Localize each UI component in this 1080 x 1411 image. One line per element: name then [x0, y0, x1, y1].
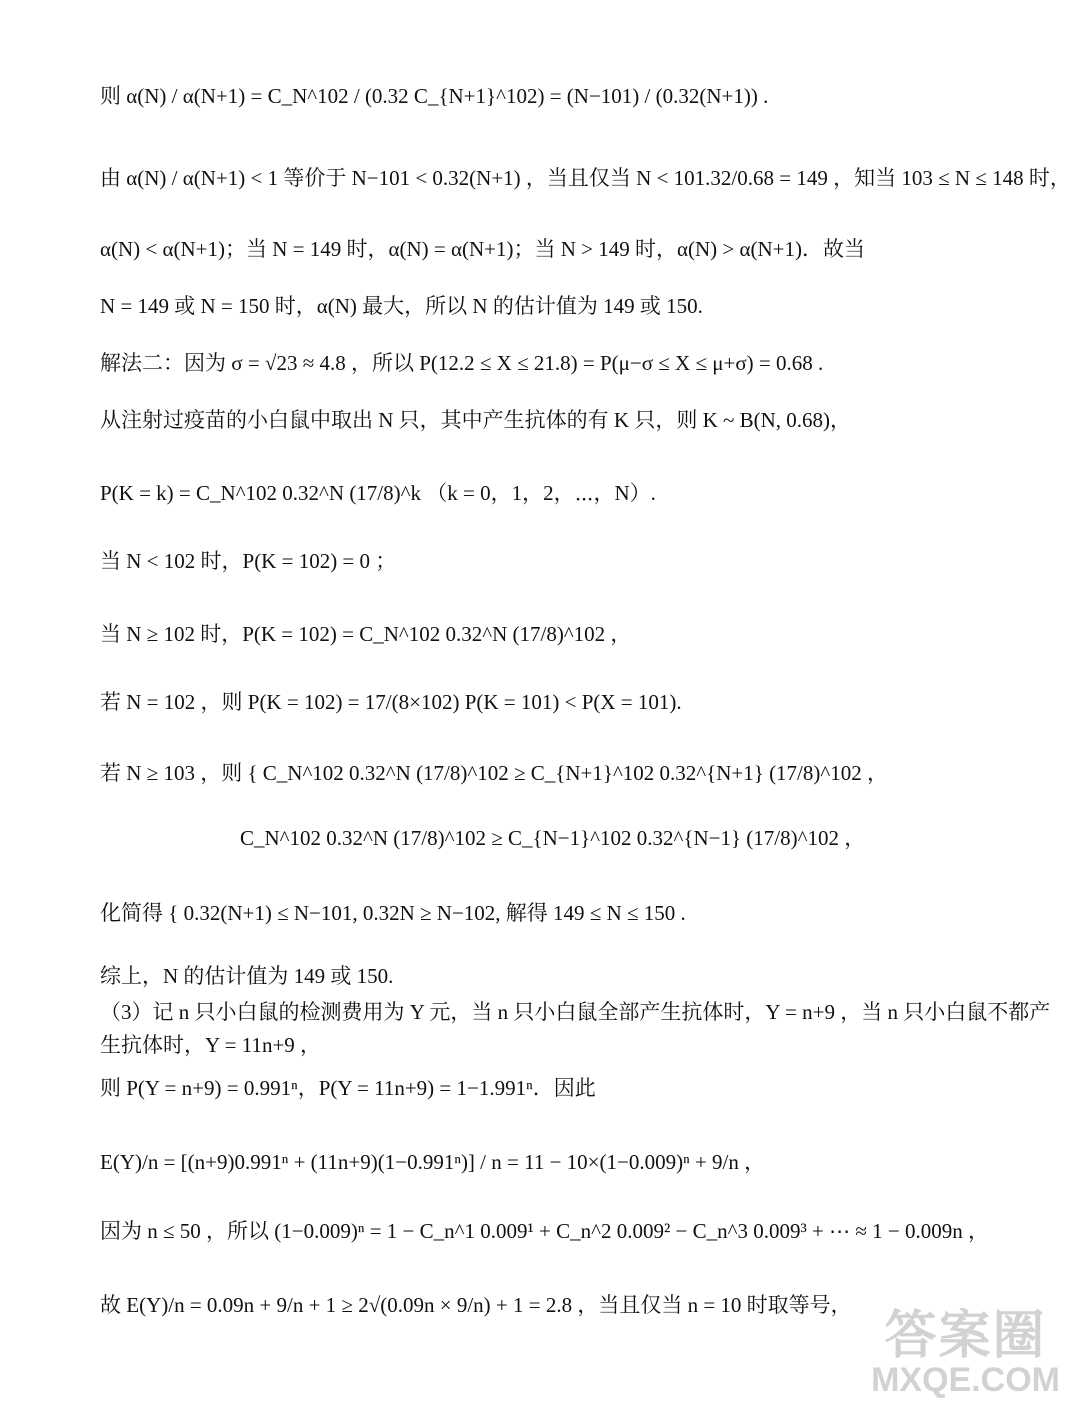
line-13: 化简得 { 0.32(N+1) ≤ N−101, 0.32N ≥ N−102, 解得 149 ≤ N ≤ 150 .	[100, 901, 686, 925]
line-9: 当 N ≥ 102 时，P(K = 102) = C_N^102 0.32^N (17/8)^102 ，	[100, 622, 632, 646]
line-16: 生抗体时，Y = 11n+9 ，	[100, 1033, 322, 1057]
line-6: 从注射过疫苗的小白鼠中取出 N 只，其中产生抗体的有 K 只，则 K ~ B(N, 0.68)，	[100, 408, 852, 432]
line-10: 若 N = 102 ，则 P(K = 102) = 17/(8×102) P(K = 101) < P(X = 101).	[100, 690, 682, 714]
line-15: （3）记 n 只小白鼠的检测费用为 Y 元，当 n 只小白鼠全部产生抗体时，Y = n+9 ，当 n 只小白鼠不都产	[100, 1000, 1051, 1024]
line-8: 当 N < 102 时，P(K = 102) = 0 ；	[100, 549, 397, 573]
watermark-logo	[871, 1306, 1060, 1399]
line-11: 若 N ≥ 103 ，则 { C_N^102 0.32^N (17/8)^102 ≥ C_{N+1}^102 0.32^{N+1} (17/8)^102 ，	[100, 761, 888, 785]
line-5: 解法二：因为 σ = √23 ≈ 4.8 ，所以 P(12.2 ≤ X ≤ 21.8) = P(μ−σ ≤ X ≤ μ+σ) = 0.68 .	[100, 351, 824, 375]
watermark-en: MXQE.COM	[871, 1360, 1060, 1399]
line-17: 则 P(Y = n+9) = 0.991ⁿ，P(Y = 11n+9) = 1−1.991ⁿ．因此	[100, 1076, 596, 1100]
watermark-cn: 答案圈	[884, 1306, 1047, 1365]
line-18: E(Y)/n = [(n+9)0.991ⁿ + (11n+9)(1−0.991ⁿ)] / n = 11 − 10×(1−0.009)ⁿ + 9/n ，	[100, 1150, 766, 1174]
line-12: C_N^102 0.32^N (17/8)^102 ≥ C_{N−1}^102 0.32^{N−1} (17/8)^102 ，	[240, 826, 866, 850]
line-19: 因为 n ≤ 50 ，所以 (1−0.009)ⁿ = 1 − C_n^1 0.009¹ + C_n^2 0.009² − C_n^3 0.009³ + ⋯ ≈ 1 − 0.009n ，	[100, 1219, 990, 1243]
line-3: α(N) < α(N+1)；当 N = 149 时，α(N) = α(N+1)；当 N > 149 时，α(N) > α(N+1)．故当	[100, 237, 866, 261]
line-2: 由 α(N) / α(N+1) < 1 等价于 N−101 < 0.32(N+1) ，当且仅当 N < 101.32/0.68 = 149 ，知当 103 ≤ N ≤ 148 时，	[100, 166, 1071, 190]
line-4: N = 149 或 N = 150 时，α(N) 最大，所以 N 的估计值为 149 或 150.	[100, 294, 703, 318]
line-14: 综上，N 的估计值为 149 或 150.	[100, 964, 394, 988]
line-20: 故 E(Y)/n = 0.09n + 9/n + 1 ≥ 2√(0.09n × 9/n) + 1 = 2.8 ，当且仅当 n = 10 时取等号，	[100, 1293, 852, 1317]
line-7: P(K = k) = C_N^102 0.32^N (17/8)^k （k = 0，1，2，⋯，N）.	[100, 481, 656, 505]
line-1: 则 α(N) / α(N+1) = C_N^102 / (0.32 C_{N+1}^102) = (N−101) / (0.32(N+1)) .	[100, 84, 769, 108]
